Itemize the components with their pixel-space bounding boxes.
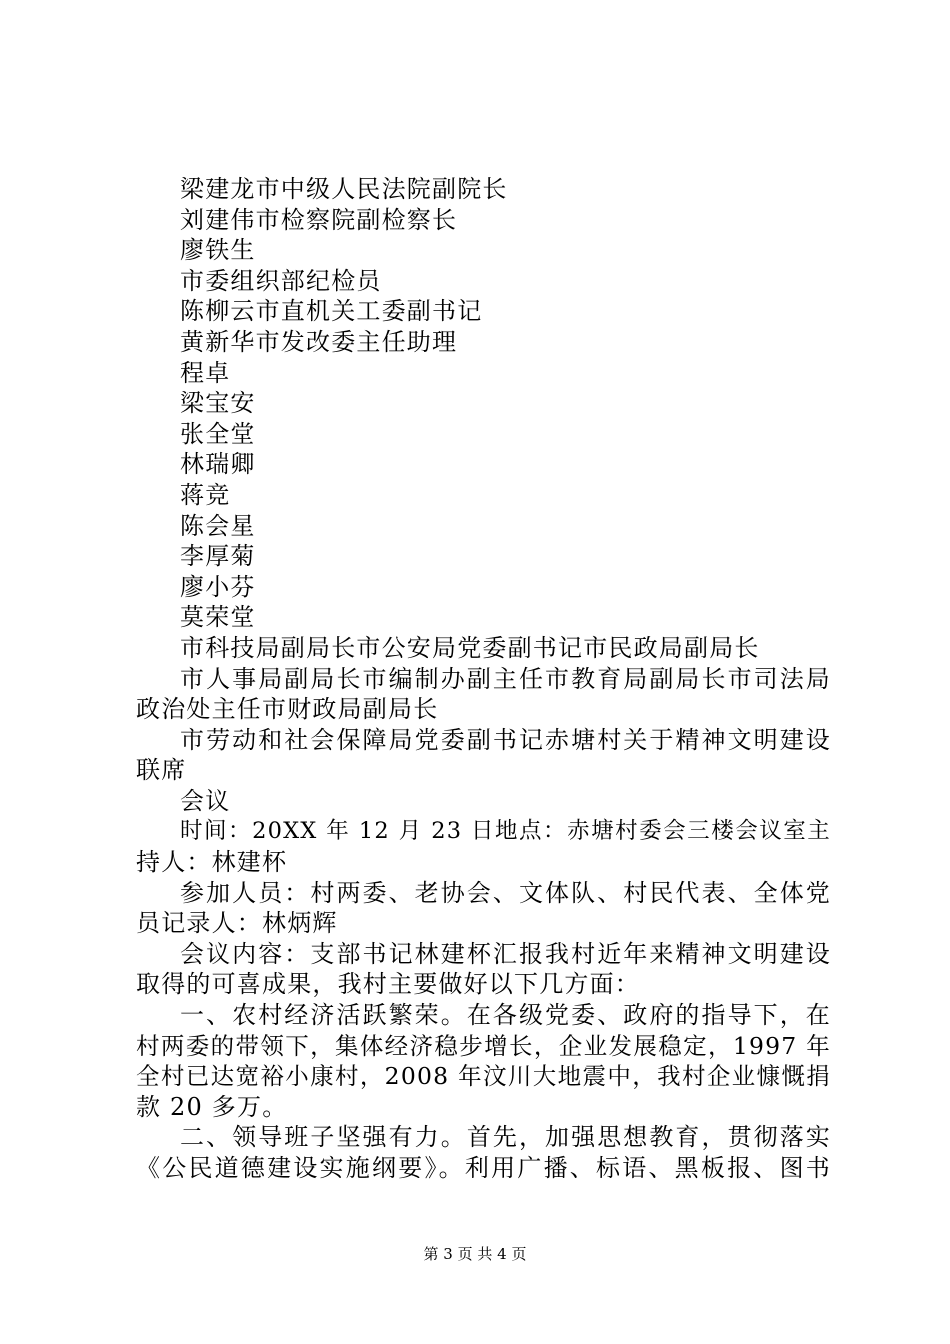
text-line: 参加人员：村两委、老协会、文体队、村民代表、全体党 [180,878,831,907]
text-line: 刘建伟市检察院副检察长 [180,205,458,234]
text-line: 程卓 [180,358,231,387]
text-line: 款 20 多万。 [136,1092,288,1121]
text-line: 二、领导班子坚强有力。首先，加强思想教育，贯彻落实 [180,1123,831,1152]
text-line: 梁建龙市中级人民法院副院长 [180,175,508,203]
text-line: 市劳动和社会保障局党委副书记赤塘村关于精神文明建设 [180,725,831,754]
text-line: 李厚菊 [180,542,256,571]
text-line: 取得的可喜成果，我村主要做好以下几方面： [136,970,640,999]
text-line: 联席 [136,756,187,785]
text-line: 市人事局副局长市编制办副主任市教育局副局长市司法局 [180,664,831,693]
text-line: 市科技局副局长市公安局党委副书记市民政局副局长 [180,633,760,662]
text-line: 市委组织部纪检员 [180,266,382,295]
text-line: 村两委的带领下，集体经济稳步增长，企业发展稳定，1997 年 [136,1031,831,1060]
text-line: 陈会星 [180,511,256,540]
text-line: 会议内容：支部书记林建杯汇报我村近年来精神文明建设 [180,939,831,968]
text-line: 会议 [180,786,231,815]
text-line: 林瑞卿 [180,450,256,479]
text-line: 《公民道德建设实施纲要》。利用广播、标语、黑板报、图书 [136,1154,831,1182]
text-line: 时间：20XX 年 12 月 23 日地点：赤塘村委会三楼会议室主 [180,818,831,845]
text-line: 廖小芬 [180,572,256,601]
text-line: 张全堂 [180,419,256,448]
text-line: 全村已达宽裕小康村，2008 年汶川大地震中，我村企业慷慨捐 [136,1062,831,1091]
text-line: 廖铁生 [180,236,256,265]
text-line: 政治处主任市财政局副局长 [136,695,439,724]
text-line: 陈柳云市直机关工委副书记 [180,297,483,326]
text-line: 梁宝安 [180,389,256,418]
text-line: 一、农村经济活跃繁荣。在各级党委、政府的指导下，在 [180,1001,831,1030]
text-line: 蒋竞 [180,480,231,509]
text-line: 持人：林建杯 [136,848,288,877]
page-footer: 第 3 页 共 4 页 [423,1245,527,1263]
document-body [136,174,831,1184]
text-line: 员记录人：林炳辉 [136,909,338,938]
text-line: 莫荣堂 [180,603,256,632]
text-line: 黄新华市发改委主任助理 [180,327,458,356]
